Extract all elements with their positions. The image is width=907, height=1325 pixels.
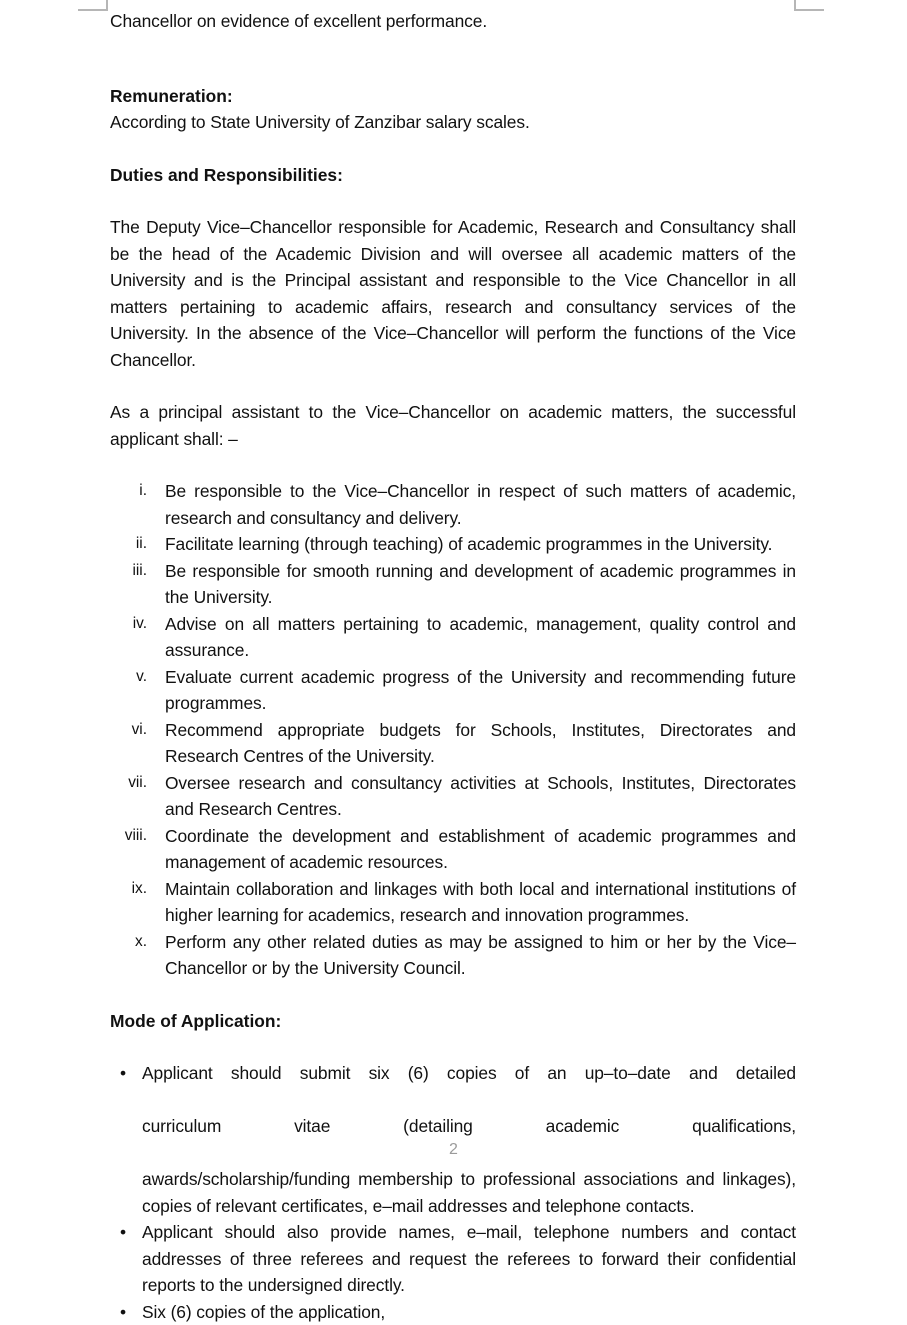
duties-lead-in: As a principal assistant to the Vice–Chancellor on academic matters, the successful applicant shall: – <box>110 399 796 452</box>
remuneration-text: According to State University of Zanzibar salary scales. <box>110 109 796 136</box>
list-item <box>110 823 796 876</box>
crop-mark-top-left <box>78 0 108 26</box>
list-marker: ix. <box>110 876 147 903</box>
continued-paragraph: Chancellor on evidence of excellent performance. <box>110 8 796 35</box>
list-item-text-line2: curriculum vitae (detailing academic qualifications, <box>142 1113 796 1166</box>
list-marker: vii. <box>110 770 147 797</box>
list-item-text: Maintain collaboration and linkages with both local and international institutions of higher learning for academics, research and innovation programmes. <box>165 879 796 926</box>
crop-mark-top-right <box>793 0 823 26</box>
list-item-text-line1: Applicant should submit six (6) copies of an up–to–date and detailed <box>142 1060 796 1113</box>
list-item-text: Perform any other related duties as may be assigned to him or her by the Vice–Chancellor or by the University Council. <box>165 932 796 979</box>
bullet-icon: • <box>120 1219 126 1246</box>
list-item <box>110 478 796 531</box>
list-item <box>110 876 796 929</box>
bullet-icon: • <box>120 1060 126 1087</box>
list-marker: v. <box>110 664 147 691</box>
list-item <box>110 558 796 611</box>
duties-intro-paragraph: The Deputy Vice–Chancellor responsible for Academic, Research and Consultancy shall be the head of the Academic Division and will oversee all academic matters of the University and is the Principal assistant and responsible to the Vice Chancellor in all matters pertaining to academic affairs, research and consultancy services of the University. In the absence of the Vice–Chancellor will perform the functions of the Vice Chancellor. <box>110 214 796 373</box>
list-item <box>110 664 796 717</box>
list-item-text-rest: awards/scholarship/funding membership to professional associations and linkages), copies of relevant certificates, e–mail addresses and telephone contacts. <box>142 1169 796 1216</box>
list-marker: x. <box>110 929 147 956</box>
bullet-icon: • <box>120 1299 126 1325</box>
list-item-text: Advise on all matters pertaining to academic, management, quality control and assurance. <box>165 614 796 661</box>
list-item <box>110 1219 796 1299</box>
application-bullet-list <box>110 1060 796 1325</box>
list-item-text: Evaluate current academic progress of the University and recommending future programmes. <box>165 667 796 714</box>
document-body <box>110 0 796 1325</box>
list-item <box>110 531 796 558</box>
list-item-text: Recommend appropriate budgets for Schools, Institutes, Directorates and Research Centres of the University. <box>165 720 796 767</box>
list-item <box>110 1060 796 1219</box>
list-item-text: Six (6) copies of the application, <box>142 1302 385 1322</box>
list-item-text: Be responsible to the Vice–Chancellor in respect of such matters of academic, research and consultancy and delivery. <box>165 481 796 528</box>
duties-roman-list <box>110 478 796 982</box>
section-heading-duties: Duties and Responsibilities: <box>110 162 796 189</box>
list-item-text: Coordinate the development and establishment of academic programmes and management of academic resources. <box>165 826 796 873</box>
list-marker: ii. <box>110 531 147 558</box>
list-marker: iii. <box>110 558 147 585</box>
list-item <box>110 611 796 664</box>
list-item <box>110 717 796 770</box>
list-marker: i. <box>110 478 147 505</box>
list-item <box>110 770 796 823</box>
section-heading-remuneration: Remuneration: <box>110 83 796 110</box>
list-marker: iv. <box>110 611 147 638</box>
list-marker: viii. <box>110 823 147 850</box>
section-heading-mode-of-application: Mode of Application: <box>110 1008 796 1035</box>
list-item-text: Be responsible for smooth running and development of academic programmes in the University. <box>165 561 796 608</box>
list-item <box>110 1299 796 1325</box>
list-item-text: Applicant should also provide names, e–mail, telephone numbers and contact addresses of three referees and request the referees to forward their confidential reports to the undersigned directly. <box>142 1222 796 1295</box>
page-number: 2 <box>0 1141 907 1159</box>
list-item <box>110 929 796 982</box>
list-item-text: Oversee research and consultancy activities at Schools, Institutes, Directorates and Research Centres. <box>165 773 796 820</box>
list-item-text: Facilitate learning (through teaching) of academic programmes in the University. <box>165 534 772 554</box>
list-marker: vi. <box>110 717 147 744</box>
